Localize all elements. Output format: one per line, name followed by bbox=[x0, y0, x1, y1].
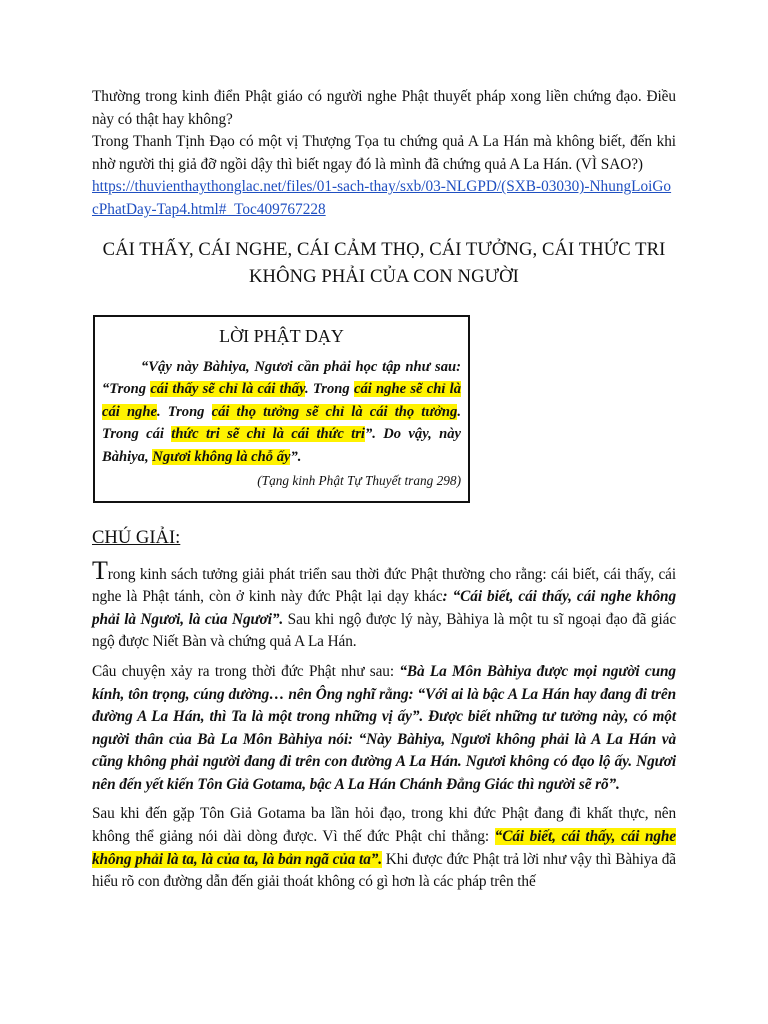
quote-segment: . Trong bbox=[305, 381, 354, 398]
source-link[interactable]: https://thuvienthaythonglac.net/files/01-sach-thay/sxb/03-NLGPD/(SXB-03030)-NhungLoiGocPhatDay-Tap4.html#_Toc409767228 bbox=[92, 178, 672, 218]
commentary-paragraph-1 bbox=[92, 555, 677, 654]
commentary-body bbox=[92, 555, 677, 894]
drop-cap: T bbox=[92, 555, 108, 585]
quote-highlight: thức tri sẽ chỉ là cái thức tri bbox=[171, 426, 365, 443]
paragraph-text: rong kinh sách tưởng giải phát triển sau thời đức Phật thường cho rằng: cái biết, cái thấy, cái nghe là Phật tánh, còn ở kinh này đức Phật lại dạy khác bbox=[92, 565, 676, 606]
quote-text bbox=[102, 356, 461, 469]
paragraph-text: Sau khi đến gặp Tôn Giả Gotama ba lần hỏi đạo, trong khi đức Phật đang đi khất thực, nên không thể giảng nói dài dòng được. Vì thế đức Phật chỉ thẳng: bbox=[92, 805, 676, 846]
paragraph-text: Sau khi ngộ được lý này, Bàhiya là một tu sĩ ngoại đạo đã giác ngộ được Niết Bàn và chứng quả A La Hán. bbox=[92, 610, 677, 651]
quote-highlight: cái nghe sẽ chỉ là cái nghe bbox=[102, 381, 461, 420]
intro-question: Thường trong kinh điển Phật giáo có người nghe Phật thuyết pháp xong liền chứng đạo. Điều này có thật hay không? bbox=[92, 88, 676, 128]
paragraph-text: Khi được đức Phật trả lời như vậy thì Bàhiya đã hiểu rõ con đường dẫn đến giải thoát không có gì hơn là các pháp trên thế bbox=[92, 850, 676, 891]
commentary-paragraph-2 bbox=[92, 661, 676, 797]
quote-segment: ”. Do vậy, này Bàhiya, bbox=[102, 426, 462, 465]
paragraph-text: Câu chuyện xảy ra trong thời đức Phật như sau: bbox=[92, 662, 400, 680]
intro-section bbox=[92, 86, 676, 222]
quote-box bbox=[93, 315, 470, 503]
commentary-paragraph-3 bbox=[92, 803, 676, 893]
paragraph-emphasis: : “Cái biết, cái thấy, cái nghe không phải là Ngươi, là của Ngươi”. bbox=[92, 588, 676, 628]
page-title: CÁI THẤY, CÁI NGHE, CÁI CẢM THỌ, CÁI TƯỞNG, CÁI THỨC TRI KHÔNG PHẢI CỦA CON NGƯỜI bbox=[102, 238, 666, 287]
paragraph-highlight: “Cái biết, cái thấy, cái nghe không phải là ta, là của ta, là bản ngã của ta”. bbox=[92, 828, 676, 868]
paragraph-emphasis: “Bà La Môn Bàhiya được mọi người cung kính, tôn trọng, cúng dường… nên Ông nghĩ rằng: “Với ai là bậc A La Hán hay đang đi trên đường A La Hán, thì Ta là một trong những vị ấy”. Được biết những tư tưởng này, có một người thân của Bà La Môn Bàhiya nói: “Này Bàhiya, Ngươi không phải là A La Hán và cũng không phải người đang đi trên con đường A La Hán. Ngươi không có đạo lộ ấy. Ngươi nên đến yết kiến Tôn Giả Gotama, bậc A La Hán Chánh Đẳng Giác thì người sẽ rõ”. bbox=[92, 662, 676, 793]
quote-highlight: cái thấy sẽ chỉ là cái thấy bbox=[150, 381, 306, 398]
quote-heading: LỜI PHẬT DẠY bbox=[219, 325, 344, 346]
quote-segment: . Trong bbox=[156, 403, 212, 420]
document-page bbox=[92, 86, 676, 894]
quote-highlight: Ngươi không là chỗ ấy bbox=[152, 448, 291, 465]
quote-segment: “Vậy này Bàhiya, Ngươi cần phải học tập như sau: “Trong bbox=[102, 358, 461, 398]
quote-source: (Tạng kinh Phật Tự Thuyết trang 298) bbox=[257, 472, 461, 488]
quote-segment: ”. bbox=[290, 448, 302, 465]
quote-highlight: cái thọ tưởng sẽ chỉ là cái thọ tưởng bbox=[211, 403, 458, 420]
quote-segment: . Trong cái bbox=[102, 403, 461, 443]
intro-story: Trong Thanh Tịnh Đạo có một vị Thượng Tọa tu chứng quả A La Hán mà không biết, đến khi nhờ người thị giả đỡ ngồi dậy thì biết ngay đó là mình đã chứng quả A La Hán. (VÌ SAO?) bbox=[92, 133, 676, 173]
commentary-heading: CHÚ GIẢI: bbox=[92, 526, 181, 548]
